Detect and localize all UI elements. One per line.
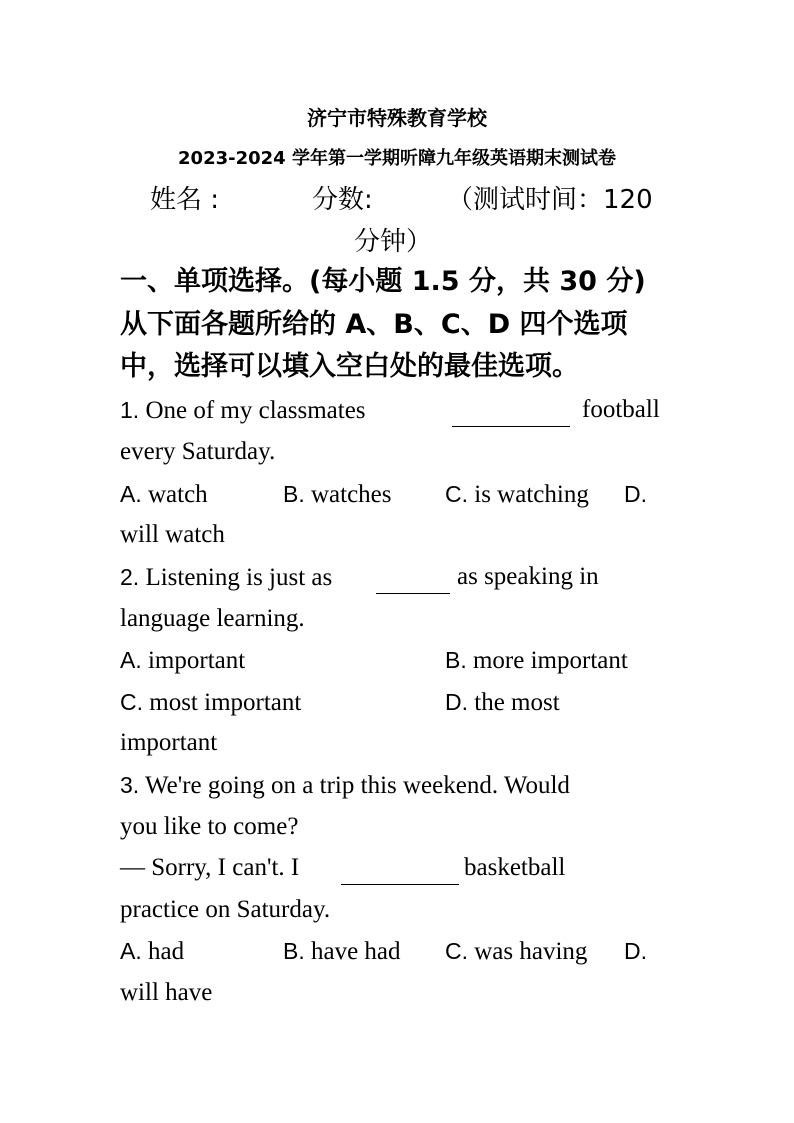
option-a: A. had	[120, 938, 185, 965]
option-a: A. watch	[120, 481, 208, 508]
name-label: 姓名 :	[150, 185, 220, 215]
question-number: 3.	[120, 772, 140, 798]
answer-blank	[452, 400, 570, 427]
question-number: 2.	[120, 564, 140, 590]
option-b: B. more important	[445, 647, 628, 674]
exam-title: 2023-2024 学年第一学期听障九年级英语期末测试卷	[178, 148, 616, 169]
stem-text: One of my classmates	[145, 397, 366, 424]
option-c: C. most important	[120, 689, 302, 716]
stem-text-line2: you like to come?	[120, 813, 299, 840]
question-3-stem	[120, 768, 570, 803]
option-b: B. watches	[283, 481, 392, 508]
question-number: 1.	[120, 397, 140, 423]
reply-text-line2: practice on Saturday.	[120, 896, 331, 923]
school-name: 济宁市特殊教育学校	[307, 106, 487, 130]
option-b: B. have had	[283, 938, 401, 965]
stem-text: Listening is just as	[145, 564, 333, 591]
question-2-stem	[120, 560, 332, 595]
option-d-label: D.	[624, 481, 647, 507]
reply-text: — Sorry, I can't. I	[120, 854, 300, 881]
option-c: C. is watching	[445, 481, 589, 508]
question-1-stem	[120, 393, 366, 428]
score-label: 分数:	[312, 185, 373, 215]
section-instruction-2: 中，选择可以填入空白处的最佳选项。	[120, 351, 579, 382]
option-d-continuation: important	[120, 729, 218, 756]
stem-text-line2: every Saturday.	[120, 438, 276, 465]
stem-text: football	[582, 396, 660, 423]
stem-text-line2: language learning.	[120, 605, 305, 632]
option-d-text: will watch	[120, 521, 225, 548]
reply-text: basketball	[464, 854, 566, 881]
stem-text: We're going on a trip this weekend. Would	[145, 772, 570, 799]
stem-text: as speaking in	[457, 563, 599, 590]
test-time-prefix: （测试时间：120	[447, 185, 653, 215]
answer-blank	[341, 858, 459, 885]
option-d: D. the most	[445, 689, 560, 716]
option-a: A. important	[120, 647, 246, 674]
option-c: C. was having	[445, 938, 588, 965]
answer-blank	[376, 567, 450, 594]
option-d-text: will have	[120, 979, 213, 1006]
option-d-label: D.	[624, 938, 647, 964]
test-time-suffix: 分钟）	[354, 227, 433, 257]
section-instruction-1: 从下面各题所给的 A、B、C、D 四个选项	[120, 309, 628, 340]
section-title: 一、单项选择。(每小题 1.5 分，共 30 分)	[120, 266, 646, 297]
